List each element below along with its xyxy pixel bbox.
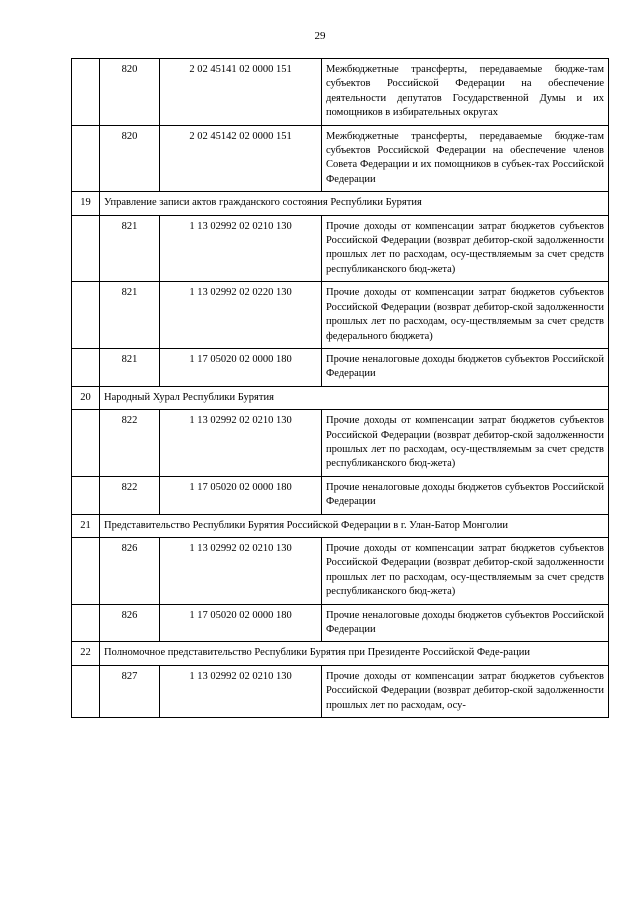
table-row [72, 125, 609, 192]
empty-number-cell [72, 665, 100, 717]
empty-number-cell [72, 537, 100, 604]
administrator-code: 822 [100, 476, 160, 514]
empty-number-cell [72, 476, 100, 514]
administrator-code: 820 [100, 125, 160, 192]
administrator-code: 821 [100, 215, 160, 282]
revenue-description: Прочие неналоговые доходы бюджетов субъектов Российской Федерации [322, 348, 609, 386]
administrator-code: 827 [100, 665, 160, 717]
revenue-description: Межбюджетные трансферты, передаваемые бюдже-там субъектов Российской Федерации на обеспечение членов Совета Федерации и их помощников в субъек-тах Российской Федерации [322, 125, 609, 192]
table-row [72, 215, 609, 282]
section-number: 19 [72, 192, 100, 215]
table-row [72, 410, 609, 477]
section-title: Управление записи актов гражданского состояния Республики Бурятия [100, 192, 609, 215]
administrator-code: 826 [100, 537, 160, 604]
revenue-description: Прочие доходы от компенсации затрат бюджетов субъектов Российской Федерации (возврат дебитор-ской задолженности прошлых лет по расходам, осу-ществляемым за счет средств республиканского бюд-жета) [322, 410, 609, 477]
empty-number-cell [72, 348, 100, 386]
revenue-description: Прочие доходы от компенсации затрат бюджетов субъектов Российской Федерации (возврат дебитор-ской задолженности прошлых лет по расходам, осу-ществляемым за счет средств республиканского бюд-жета) [322, 537, 609, 604]
revenue-description: Межбюджетные трансферты, передаваемые бюдже-там субъектов Российской Федерации на обеспечение деятельности депутатов Государственной Думы и их помощников в избирательных округах [322, 59, 609, 126]
administrator-code: 821 [100, 282, 160, 349]
revenue-description: Прочие неналоговые доходы бюджетов субъектов Российской Федерации [322, 604, 609, 642]
empty-number-cell [72, 282, 100, 349]
page-number: 29 [314, 30, 326, 42]
section-row [72, 642, 609, 665]
administrator-code: 820 [100, 59, 160, 126]
table-row [72, 604, 609, 642]
table-row [72, 348, 609, 386]
revenue-administrators-table [71, 58, 609, 718]
revenue-code: 2 02 45142 02 0000 151 [160, 125, 322, 192]
table-body [72, 59, 609, 718]
revenue-code: 1 13 02992 02 0220 130 [160, 282, 322, 349]
empty-number-cell [72, 410, 100, 477]
revenue-description: Прочие доходы от компенсации затрат бюджетов субъектов Российской Федерации (возврат дебитор-ской задолженности прошлых лет по расходам, осу-ществляемым за счет средств федерального бюджета) [322, 282, 609, 349]
table-row [72, 537, 609, 604]
empty-number-cell [72, 59, 100, 126]
section-row [72, 192, 609, 215]
section-title: Народный Хурал Республики Бурятия [100, 386, 609, 409]
table-row [72, 282, 609, 349]
section-title: Полномочное представительство Республики Бурятия при Президенте Российской Феде-рации [100, 642, 609, 665]
section-row [72, 386, 609, 409]
revenue-code: 1 13 02992 02 0210 130 [160, 410, 322, 477]
revenue-code: 1 17 05020 02 0000 180 [160, 348, 322, 386]
revenue-code: 1 13 02992 02 0210 130 [160, 537, 322, 604]
revenue-code: 2 02 45141 02 0000 151 [160, 59, 322, 126]
empty-number-cell [72, 215, 100, 282]
table-row [72, 476, 609, 514]
revenue-code: 1 17 05020 02 0000 180 [160, 604, 322, 642]
administrator-code: 822 [100, 410, 160, 477]
revenue-code: 1 13 02992 02 0210 130 [160, 665, 322, 717]
empty-number-cell [72, 125, 100, 192]
administrator-code: 821 [100, 348, 160, 386]
revenue-code: 1 13 02992 02 0210 130 [160, 215, 322, 282]
section-number: 22 [72, 642, 100, 665]
section-title: Представительство Республики Бурятия Российской Федерации в г. Улан-Батор Монголии [100, 514, 609, 537]
table-row [72, 665, 609, 717]
section-number: 21 [72, 514, 100, 537]
section-number: 20 [72, 386, 100, 409]
revenue-code: 1 17 05020 02 0000 180 [160, 476, 322, 514]
revenue-description: Прочие неналоговые доходы бюджетов субъектов Российской Федерации [322, 476, 609, 514]
revenue-description: Прочие доходы от компенсации затрат бюджетов субъектов Российской Федерации (возврат дебитор-ской задолженности прошлых лет по расходам, осу-ществляемым за счет средств республиканского бюд-жета) [322, 215, 609, 282]
section-row [72, 514, 609, 537]
empty-number-cell [72, 604, 100, 642]
administrator-code: 826 [100, 604, 160, 642]
revenue-description: Прочие доходы от компенсации затрат бюджетов субъектов Российской Федерации (возврат дебитор-ской задолженности прошлых лет по расходам, осу- [322, 665, 609, 717]
table-row [72, 59, 609, 126]
